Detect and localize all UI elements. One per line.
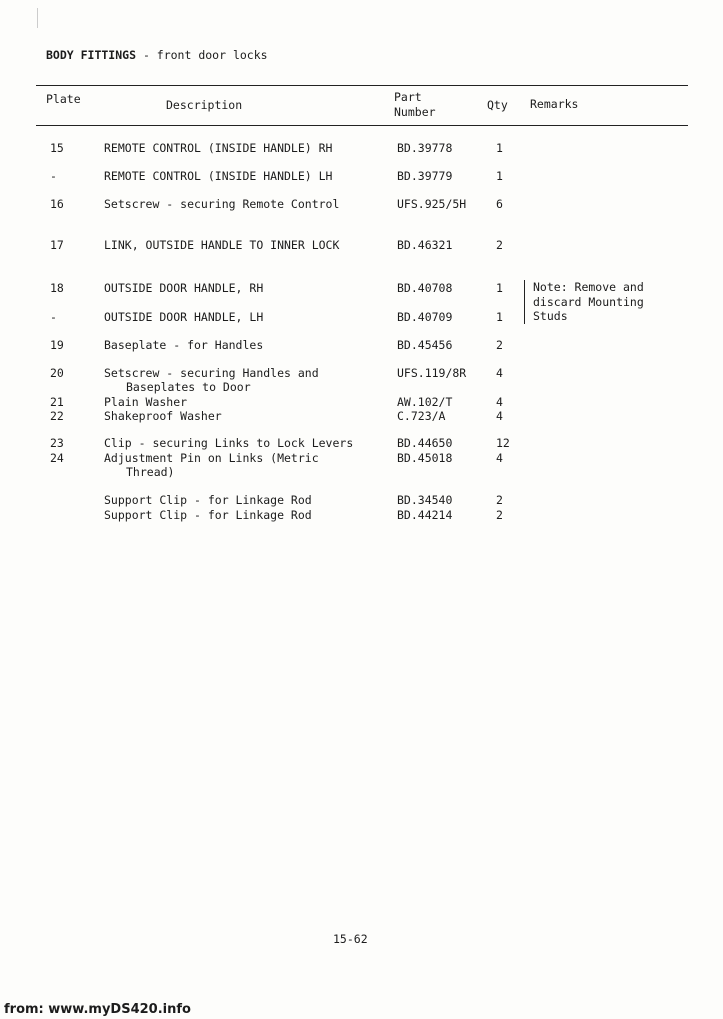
header-qty: Qty (487, 98, 508, 112)
row-description: Baseplate - for Handles (104, 338, 264, 352)
row-part-number: BD.44650 (397, 436, 453, 450)
source-footer: from: www.myDS420.info (4, 1002, 191, 1017)
page-title (46, 48, 268, 62)
row-part-number: C.723/A (397, 409, 446, 423)
row-part-number: UFS.925/5H (397, 197, 467, 211)
row-description: Clip - securing Links to Lock Levers (104, 436, 354, 450)
row-part-number: UFS.119/8R (397, 366, 467, 380)
header-plate: Plate (46, 92, 81, 106)
header-part-line1: Part (394, 90, 422, 104)
row-qty: 2 (496, 338, 503, 352)
row-plate: 18 (50, 281, 64, 295)
row-qty: 2 (496, 493, 503, 507)
row-part-number: BD.44214 (397, 508, 453, 522)
row-description: REMOTE CONTROL (INSIDE HANDLE) RH (104, 141, 333, 155)
row-part-number: AW.102/T (397, 395, 453, 409)
remarks-line: Note: Remove and (533, 280, 644, 294)
header-remarks: Remarks (530, 97, 579, 111)
row-qty: 4 (496, 451, 503, 465)
margin-mark (37, 8, 38, 28)
row-qty: 12 (496, 436, 510, 450)
row-description: Shakeproof Washer (104, 409, 222, 423)
remarks-line: Studs (533, 309, 568, 323)
row-part-number: BD.46321 (397, 238, 453, 252)
row-description: Setscrew - securing Remote Control (104, 197, 340, 211)
row-plate: 15 (50, 141, 64, 155)
row-qty: 1 (496, 310, 503, 324)
row-part-number: BD.45456 (397, 338, 453, 352)
row-plate: 20 (50, 366, 64, 380)
header-top-rule (36, 85, 688, 86)
remarks-note (524, 280, 644, 324)
row-description: LINK, OUTSIDE HANDLE TO INNER LOCK (104, 238, 340, 252)
row-description: OUTSIDE DOOR HANDLE, RH (104, 281, 264, 295)
row-plate: 21 (50, 395, 64, 409)
row-plate: 24 (50, 451, 64, 465)
row-description: REMOTE CONTROL (INSIDE HANDLE) LH (104, 169, 333, 183)
title-rest: - front door locks (136, 48, 268, 62)
row-qty: 4 (496, 395, 503, 409)
row-part-number: BD.34540 (397, 493, 453, 507)
row-qty: 1 (496, 169, 503, 183)
row-plate: 22 (50, 409, 64, 423)
row-part-number: BD.40709 (397, 310, 453, 324)
row-qty: 1 (496, 281, 503, 295)
row-part-number: BD.39779 (397, 169, 453, 183)
row-plate: - (50, 169, 57, 183)
page-number: 15-62 (333, 932, 368, 946)
row-description: Support Clip - for Linkage Rod (104, 493, 312, 507)
header-description: Description (166, 98, 243, 112)
header-bottom-rule (36, 125, 688, 126)
header-part-line2: Number (394, 105, 436, 119)
row-qty: 2 (496, 508, 503, 522)
row-description: Thread) (126, 465, 175, 479)
row-part-number: BD.40708 (397, 281, 453, 295)
row-qty: 4 (496, 366, 503, 380)
title-bold: BODY FITTINGS (46, 48, 137, 62)
row-description: Adjustment Pin on Links (Metric (104, 451, 319, 465)
row-qty: 4 (496, 409, 503, 423)
row-description: Support Clip - for Linkage Rod (104, 508, 312, 522)
row-plate: 17 (50, 238, 64, 252)
row-part-number: BD.45018 (397, 451, 453, 465)
row-description: OUTSIDE DOOR HANDLE, LH (104, 310, 264, 324)
remarks-line: discard Mounting (533, 294, 644, 309)
row-description: Setscrew - securing Handles and (104, 366, 319, 380)
row-qty: 6 (496, 197, 503, 211)
row-plate: - (50, 310, 57, 324)
row-qty: 1 (496, 141, 503, 155)
row-description: Baseplates to Door (126, 380, 251, 394)
row-plate: 16 (50, 197, 64, 211)
row-part-number: BD.39778 (397, 141, 453, 155)
row-qty: 2 (496, 238, 503, 252)
row-description: Plain Washer (104, 395, 188, 409)
row-plate: 19 (50, 338, 64, 352)
row-plate: 23 (50, 436, 64, 450)
